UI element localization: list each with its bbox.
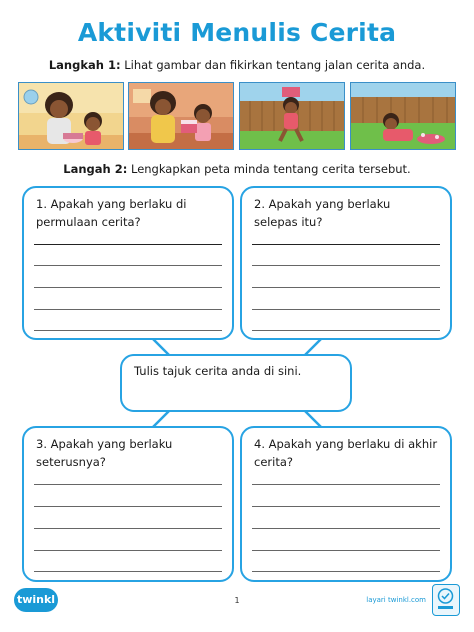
writing-line[interactable]: [252, 309, 440, 310]
writing-line[interactable]: [252, 244, 440, 245]
question-4: [254, 435, 437, 471]
question-box-1: [22, 186, 234, 340]
story-title-box[interactable]: [120, 354, 352, 412]
writing-line[interactable]: [34, 287, 222, 288]
writing-line[interactable]: [34, 484, 222, 485]
question-2-line-1: 2. Apakah yang berlaku: [254, 197, 391, 211]
writing-line[interactable]: [252, 287, 440, 288]
writing-line[interactable]: [252, 571, 440, 572]
writing-line[interactable]: [34, 244, 222, 245]
step-1-text: Lihat gambar dan fikirkan tentang jalan cerita anda.: [120, 58, 426, 72]
question-box-3: [22, 426, 234, 582]
writing-line[interactable]: [252, 528, 440, 529]
story-title-prompt: Tulis tajuk cerita anda di sini.: [134, 364, 302, 378]
writing-line[interactable]: [252, 265, 440, 266]
question-4-line-2: cerita?: [254, 455, 293, 469]
twinkl-logo: twinkl: [14, 588, 58, 612]
question-1: [36, 195, 186, 231]
question-3-line-1: 3. Apakah yang berlaku: [36, 437, 173, 451]
question-4-line-1: 4. Apakah yang berlaku di akhir: [254, 437, 438, 451]
question-1-line-1: 1. Apakah yang berlaku di: [36, 197, 187, 211]
quality-badge-icon: [432, 584, 460, 616]
writing-line[interactable]: [34, 265, 222, 266]
step-1-label: Langkah 1:: [48, 58, 121, 72]
question-3-line-2: seterusnya?: [36, 455, 106, 469]
writing-line[interactable]: [252, 506, 440, 507]
question-1-line-2: permulaan cerita?: [36, 215, 141, 229]
step-2-label: Langah 2:: [63, 162, 128, 176]
page-title: Aktiviti Menulis Cerita: [77, 18, 397, 47]
writing-line[interactable]: [34, 550, 222, 551]
step-2-text: Lengkapkan peta minda tentang cerita tersebut.: [127, 162, 411, 176]
question-box-2: [240, 186, 452, 340]
writing-line[interactable]: [34, 571, 222, 572]
writing-line[interactable]: [34, 506, 222, 507]
writing-line[interactable]: [252, 484, 440, 485]
website-link[interactable]: layari twinkl.com: [366, 596, 426, 604]
writing-line[interactable]: [34, 528, 222, 529]
question-3: [36, 435, 172, 471]
question-2: [254, 195, 390, 231]
question-2-line-2: selepas itu?: [254, 215, 323, 229]
question-box-4: [240, 426, 452, 582]
page-number: 1: [234, 596, 240, 605]
writing-line[interactable]: [34, 330, 222, 331]
writing-line[interactable]: [252, 550, 440, 551]
writing-line[interactable]: [34, 309, 222, 310]
writing-line[interactable]: [252, 330, 440, 331]
